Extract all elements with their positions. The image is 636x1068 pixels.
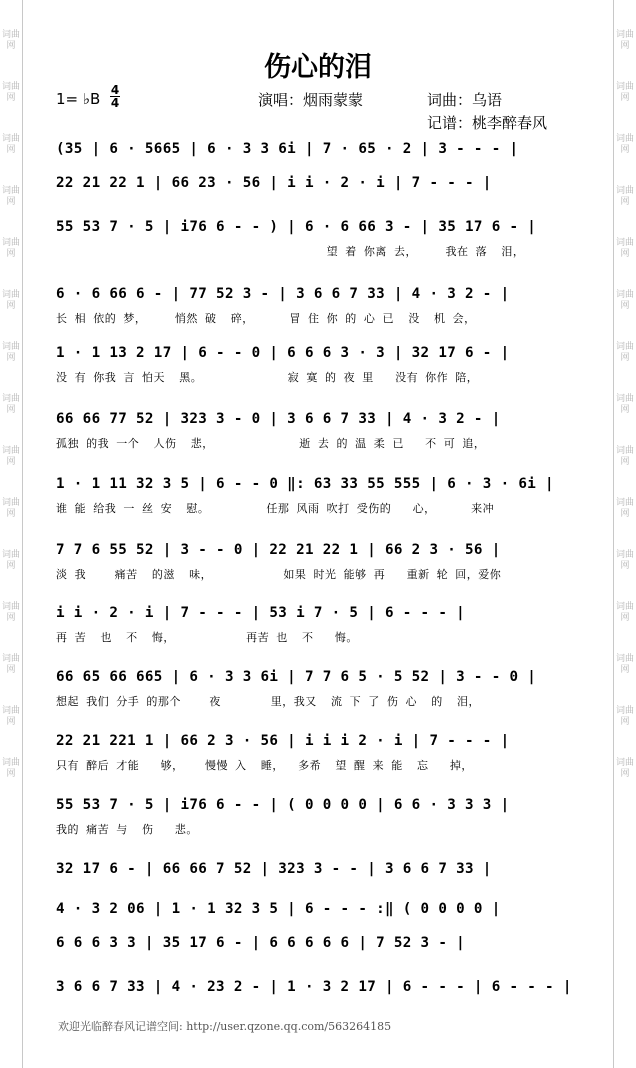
- watermark: 词曲网: [1, 550, 20, 571]
- watermark: 词曲网: [615, 290, 634, 311]
- score-row: [56, 345, 574, 393]
- right-watermark-strip: [613, 0, 636, 1068]
- score-row: [56, 797, 574, 845]
- score-row: [56, 476, 574, 524]
- watermark: 词曲网: [1, 758, 20, 779]
- song-title: 伤心的泪: [264, 52, 372, 83]
- score-row: [56, 605, 574, 653]
- watermark: 词曲网: [1, 186, 20, 207]
- watermark: 词曲网: [615, 602, 634, 623]
- score-row: [56, 733, 574, 781]
- notation-line: 6 · 6 66 6 - | 77 52 3 - | 3 6 6 7 33 | 4 · 3 2 - |: [56, 286, 510, 302]
- notation-line: 3 6 6 7 33 | 4 · 23 2 - | 1 · 3 2 17 | 6 - - - | 6 - - - |: [56, 979, 572, 995]
- lyricist-credit: 词曲：乌语: [427, 91, 503, 109]
- lyric-line: 长 相 依的 梦， 悄然 破 碎， 冒 住 你 的 心 已 没 机 会，: [56, 312, 476, 325]
- watermark: 词曲网: [615, 706, 634, 727]
- notation-line: 7 7 6 55 52 | 3 - - 0 | 22 21 22 1 | 66 2 3 · 56 |: [56, 542, 501, 558]
- notation-line: (35 | 6 · 5665 | 6 · 3 3 6i | 7 · 65 · 2 | 3 - - - |: [56, 141, 519, 157]
- watermark: 词曲网: [615, 498, 634, 519]
- lyric-line: 淡 我 痛苦 的滋 味， 如果 时光 能够 再 重新 轮 回，爱你: [56, 568, 502, 581]
- watermark: 词曲网: [1, 290, 20, 311]
- watermark: 词曲网: [615, 758, 634, 779]
- lyric-line: 望 着 你离 去， 我在 落 泪，: [56, 245, 525, 258]
- notation-line: 6 6 6 3 3 | 35 17 6 - | 6 6 6 6 6 | 7 52 3 - |: [56, 935, 466, 951]
- key-signature: 1= ♭B: [56, 90, 101, 108]
- notation-line: 22 21 221 1 | 66 2 3 · 56 | i i i 2 · i | 7 - - - |: [56, 733, 510, 749]
- notation-line: i i · 2 · i | 7 - - - | 53 i 7 · 5 | 6 - - - |: [56, 605, 466, 621]
- notation-line: 55 53 7 · 5 | i76 6 - - ) | 6 · 6 66 3 - | 35 17 6 - |: [56, 219, 537, 235]
- watermark: 词曲网: [1, 134, 20, 155]
- footer-link-text: 欢迎光临醉春风记谱空间: http://user.qzone.qq.com/563264185: [58, 1020, 392, 1033]
- lyric-line: 只有 醉后 才能 够， 慢慢 入 睡， 多希 望 醒 来 能 忘 掉，: [56, 759, 473, 772]
- notation-line: 1 · 1 13 2 17 | 6 - - 0 | 6 6 6 3 · 3 | 32 17 6 - |: [56, 345, 510, 361]
- watermark: 词曲网: [615, 186, 634, 207]
- score-row: [56, 219, 574, 267]
- watermark: 词曲网: [1, 30, 20, 51]
- notation-line: 22 21 22 1 | 66 23 · 56 | i i · 2 · i | 7 - - - |: [56, 175, 492, 191]
- notation-line: 1 · 1 11 32 3 5 | 6 - - 0 ‖: 63 33 55 555 | 6 · 3 · 6i |: [56, 476, 554, 492]
- watermark: 词曲网: [1, 706, 20, 727]
- watermark: 词曲网: [1, 446, 20, 467]
- time-signature: [110, 84, 120, 109]
- watermark: 词曲网: [615, 134, 634, 155]
- watermark: 词曲网: [1, 394, 20, 415]
- watermark: 词曲网: [1, 238, 20, 259]
- lyric-line: 我的 痛苦 与 伤 悲。: [56, 823, 198, 836]
- watermark: 词曲网: [1, 602, 20, 623]
- lyric-line: 没 有 你我 言 怕天 黑。 寂 寞 的 夜 里 没有 你作 陪，: [56, 371, 479, 384]
- notation-line: 55 53 7 · 5 | i76 6 - - | ( 0 0 0 0 | 6 6 · 3 3 3 |: [56, 797, 510, 813]
- notation-line: 4 · 3 2 06 | 1 · 1 32 3 5 | 6 - - - :‖ ( 0 0 0 0 |: [56, 901, 501, 917]
- lyric-line: 再 苦 也 不 悔， 再苦 也 不 悔。: [56, 631, 358, 644]
- notation-line: 66 66 77 52 | 323 3 - 0 | 3 6 6 7 33 | 4 · 3 2 - |: [56, 411, 501, 427]
- watermark: 词曲网: [615, 238, 634, 259]
- watermark: 词曲网: [1, 342, 20, 363]
- watermark: 词曲网: [615, 550, 634, 571]
- score-row: [56, 175, 574, 223]
- watermark: 词曲网: [615, 654, 634, 675]
- watermark: 词曲网: [615, 446, 634, 467]
- watermark: 词曲网: [1, 654, 20, 675]
- watermark: 词曲网: [615, 342, 634, 363]
- watermark: 词曲网: [615, 82, 634, 103]
- lyric-line: 想起 我们 分手 的那个 夜 里，我又 流 下 了 伤 心 的 泪，: [56, 695, 480, 708]
- singer-credit: 演唱：烟雨蒙蒙: [258, 91, 364, 109]
- watermark: 词曲网: [1, 498, 20, 519]
- score-row: [56, 542, 574, 590]
- lyric-line: 孤独 的我 一个 人伤 悲， 逝 去 的 温 柔 已 不 可 追，: [56, 437, 486, 450]
- watermark: 词曲网: [1, 82, 20, 103]
- transcriber-credit: 记谱：桃李醉春风: [427, 114, 548, 132]
- score-row: [56, 669, 574, 717]
- watermark: 词曲网: [615, 30, 634, 51]
- left-watermark-strip: [0, 0, 23, 1068]
- lyric-line: 谁 能 给我 一 丝 安 慰。 任那 风雨 吹打 受伤的 心， 来冲: [56, 502, 495, 515]
- notation-line: 66 65 66 665 | 6 · 3 3 6i | 7 7 6 5 · 5 52 | 3 - - 0 |: [56, 669, 537, 685]
- score-row: [56, 286, 574, 334]
- score-row: [56, 411, 574, 459]
- watermark: 词曲网: [615, 394, 634, 415]
- notation-line: 32 17 6 - | 66 66 7 52 | 323 3 - - | 3 6 6 7 33 |: [56, 861, 492, 877]
- time-signature-bottom: 4: [110, 96, 120, 110]
- time-signature-top: 4: [110, 83, 120, 97]
- score-row: [56, 935, 574, 983]
